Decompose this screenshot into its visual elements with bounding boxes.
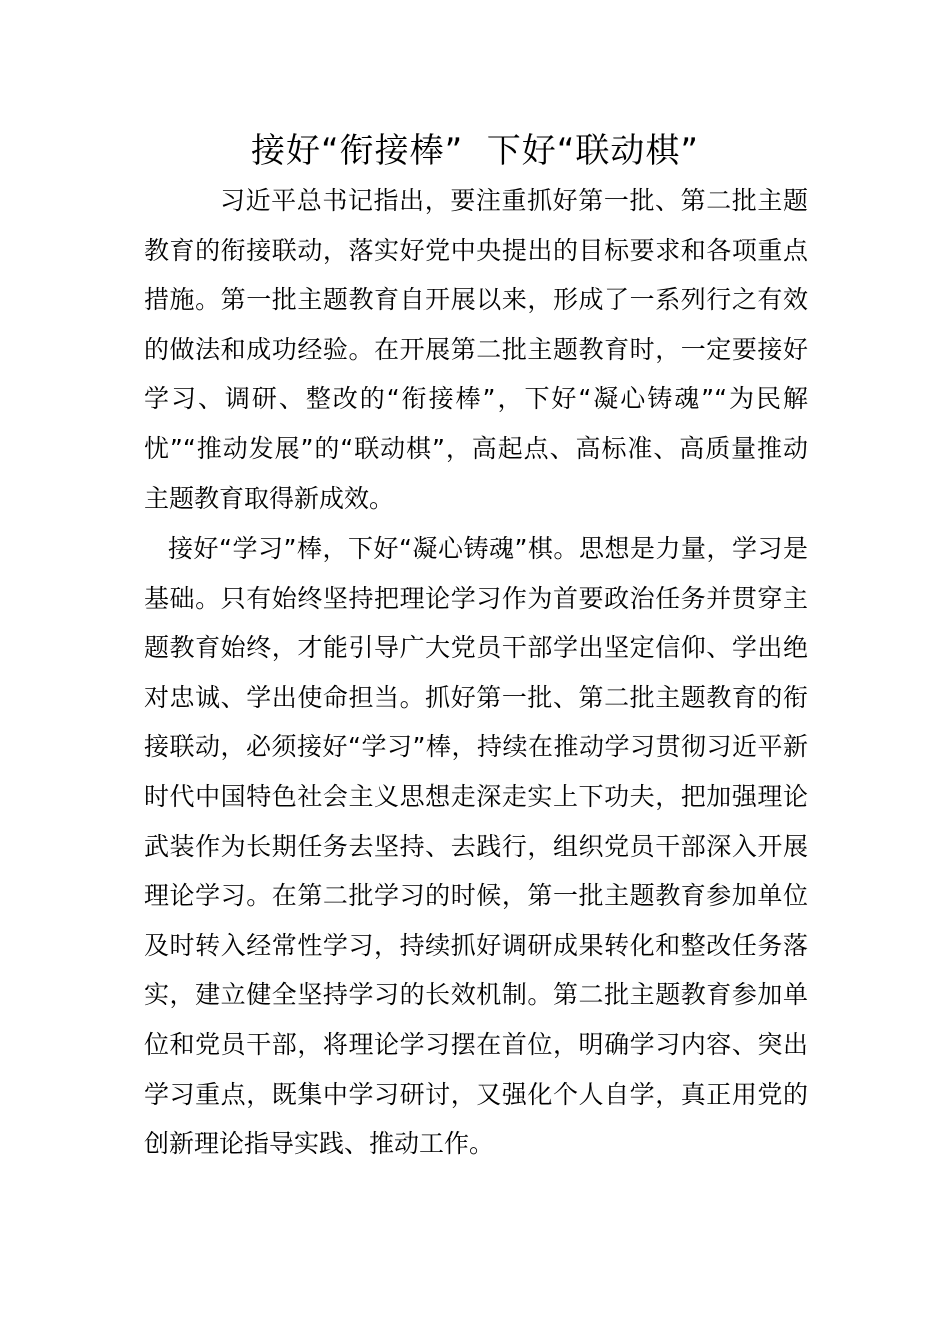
paragraph-intro: 习近平总书记指出，要注重抓好第一批、第二批主题教育的衔接联动，落实好党中央提出的目标要求和各项重点措施。第一批主题教育自开展以来，形成了一系列行之有效的做法和成功经验。在开展第二批主题教育时，一定要接好学习、调研、整改的“衔接棒”，下好“凝心铸魂”“为民解忧”“推动发展”的“联动棋”，高起点、高标准、高质量推动主题教育取得新成效。	[144, 186, 808, 513]
document-title: 接好“衔接棒” 下好“联动棋”	[250, 131, 700, 171]
paragraph-study: 接好“学习”棒，下好“凝心铸魂”棋。思想是力量，学习是基础。只有始终坚持把理论学习作为首要政治任务并贯穿主题教育始终，才能引导广大党员干部学出坚定信仰、学出绝对忠诚、学出使命担当。抓好第一批、第二批主题教育的衔接联动，必须接好“学习”棒，持续在推动学习贯彻习近平新时代中国特色社会主义思想走深走实上下功夫，把加强理论武装作为长期任务去坚持、去践行，组织党员干部深入开展理论学习。在第二批学习的时候，第一批主题教育参加单位及时转入经常性学习，持续抓好调研成果转化和整改任务落实，建立健全坚持学习的长效机制。第二批主题教育参加单位和党员干部，将理论学习摆在首位，明确学习内容、突出学习重点，既集中学习研讨，又强化个人自学，真正用党的创新理论指导实践、推动工作。	[144, 534, 808, 1159]
